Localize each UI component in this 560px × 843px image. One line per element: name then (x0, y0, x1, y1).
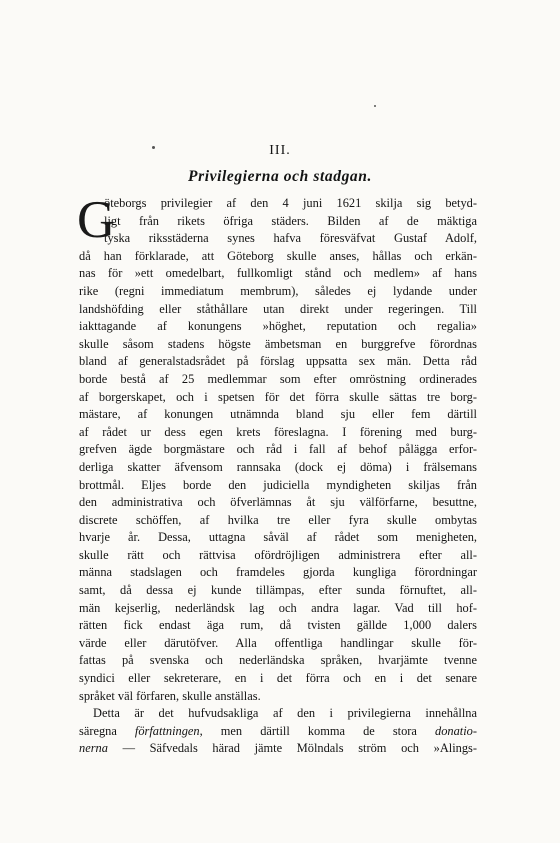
body-text (77, 191, 477, 758)
text-line: den administrativa och öfverlämnas åt sju välförfarne, besuttne, (79, 495, 477, 510)
text-line: brottmål. Eljes borde den judiciella myndigheten skiljas från (79, 477, 477, 492)
text-line: språket väl förfaren, skulle anställas. (79, 688, 261, 703)
text-line: öteborgs privilegier af den 4 juni 1621 skilja sig betyd- (104, 196, 477, 210)
text-line: rätten fick endast äga rum, då tvisten gällde 1,000 dalers (79, 618, 477, 633)
text-line: borde bestå af 25 medlemmar som efter omröstning ordinerades (79, 371, 477, 386)
italic-term: författningen (134, 723, 200, 738)
text-line: derliga skatter äfvensom rannsaka (dock ej döma) i frälsemans (79, 459, 477, 474)
text-run: säregna (79, 723, 135, 738)
text-line: hvarje år. Dessa, uttagna såväl af rådet som menigheten, (79, 530, 477, 545)
text-line: ligt från rikets öfriga städers. Bilden af de mäktiga (104, 213, 477, 228)
text-line: skulle rätt och rättvisa ofördröjligen administrera efter all- (79, 547, 477, 562)
text-line: män kejserlig, nederländsk lag och andra lagar. Vad till hof- (79, 600, 477, 615)
text-line: Detta är det hufvudsakliga af den i privilegierna innehållna (93, 706, 477, 721)
text-line: rike (regni immediatum membrum), således ej lydande under (79, 283, 477, 298)
drop-cap: G (77, 191, 116, 249)
text-line: skulle såsom stadens högste ämbetsman en burggrefve förordnas (79, 336, 477, 351)
text-line: grefven ägde borgmästare och råd i fall af behof pålägga erfor- (79, 442, 477, 457)
text-line: värde eller därutöfver. Alla offentliga handlingar skulle för- (79, 635, 477, 650)
text-line: syndici eller sekreterare, en i det förra och en i det senare (79, 671, 477, 686)
text-line: iakttagande af konungens »höghet, reputation och regalia» (79, 319, 477, 334)
text-line: nas för »ett omedelbart, fullkomligt stånd och medlem» af hans (79, 266, 477, 281)
chapter-title: Privilegierna och stadgan. (188, 168, 372, 185)
text-line: bland af generalstadsrådet på förslag uppsatta sex män. Detta råd (79, 354, 477, 369)
text-run: , men därtill komma de stora (199, 723, 435, 738)
text-line: af rådet ur dess egen krets föreslagna. I förening med burg- (79, 424, 477, 439)
text-line: samt, då dessa ej kunde tillämpas, efter sunda förnuftet, all- (79, 583, 477, 598)
text-line (79, 723, 477, 741)
text-run: — Säfvedals härad jämte Mölndals ström och »Alings- (107, 741, 477, 756)
chapter-number: III. (269, 143, 291, 158)
text-line: landshöfding eller ståthållare utan direkt under regeringen. Till (79, 301, 477, 316)
text-line: discrete schöffen, af hvilka tre eller fyra skulle ombytas (79, 512, 477, 527)
text-line: tyska riksstäderna synes hafva föresväfvat Gustaf Adolf, (104, 231, 477, 246)
text-line: mästare, af konungen utnämnda bland sju eller fem därtill (79, 407, 477, 422)
speck-mark (374, 105, 376, 107)
italic-term: donatio- (435, 723, 477, 738)
text-line: männa stadslagen och framdeles gjorda kungliga förordningar (79, 565, 477, 580)
text-line (79, 740, 477, 758)
text-line: af borgerskapet, och i spetsen för det förra skulle sättas tre borg- (79, 389, 477, 404)
italic-term: nerna (79, 741, 108, 756)
text-line: då han förklarade, att Göteborg skulle anses, hållas och erkän- (79, 248, 477, 263)
text-line: fattas på svenska och nederländska språken, hvarjämte tvenne (79, 653, 477, 668)
